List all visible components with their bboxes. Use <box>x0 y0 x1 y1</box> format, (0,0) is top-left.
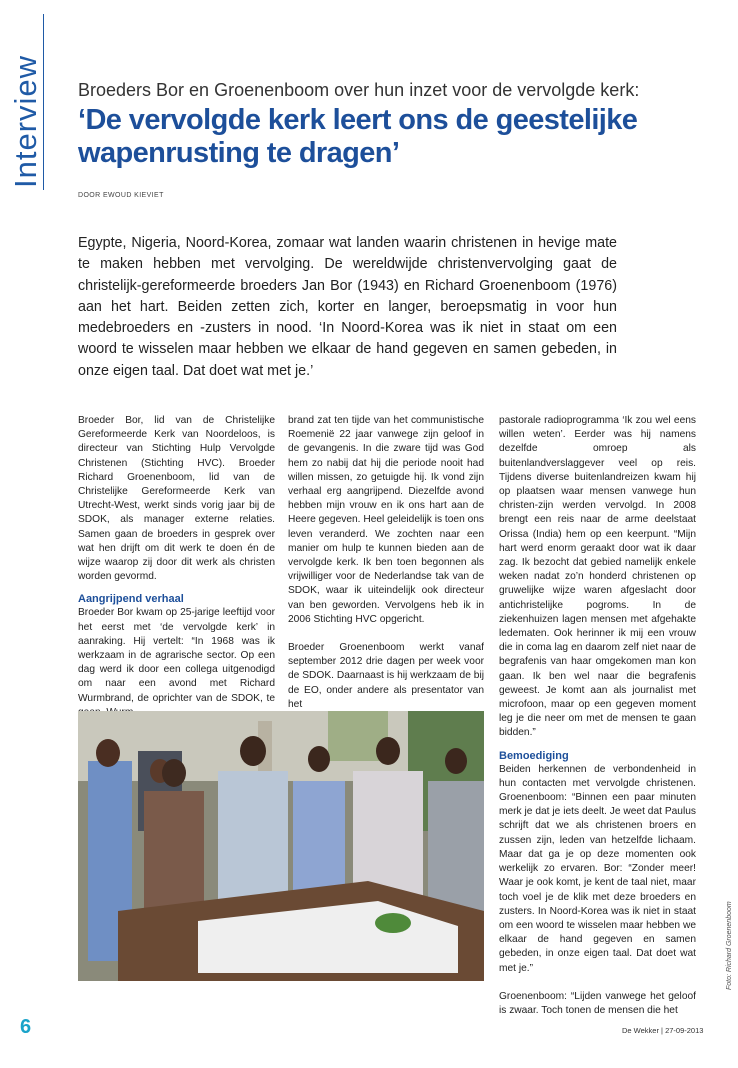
article-headline: ‘De vervolgde kerk leert ons de geestelijke wapenrusting te dragen’ <box>78 104 638 169</box>
page-number: 6 <box>20 1016 32 1038</box>
subheading-bemoediging: Bemoediging <box>499 749 569 762</box>
body-paragraph: Groenenboom: “Lijden vanwege het geloof is zwaar. Toch tonen de mensen die het <box>499 990 696 1016</box>
body-paragraph: pastorale radioprogramma ‘Ik zou wel eens willen weten’. Eerder was hij namens dezelfde omroep als buitenlandverslaggever veel op reis. Tijdens diverse buitenlandreizen kwam hij op plaatsen waar mensen vanwege hun christen-zijn werden vervolgd. In 2008 brengt een reis naar de arme deelstaat Orissa (India) hem op een keerpunt. “Mijn hart werd enorm geraakt door wat ik daar zag. Ik bezocht dat gebied namelijk enkele weken nadat zo’n honderd christenen op gruwelijke wijze waren afgeslacht door antichristelijke pogroms. In de ziekenhuizen lagen mensen met afgehakte ledematen. Ook herinner ik mij een vrouw die in coma lag en daarom zelf niet naar de begrafenis van haar omgekomen man kon gaan. Ik ben wel naar die begrafenis geweest. Je komt aan als journalist met microfoon, maar op een gegeven moment leg je die neer om met de mensen te gaan bidden.” <box>499 415 696 739</box>
subheading-aangrijpend-verhaal: Aangrijpend verhaal <box>78 593 184 606</box>
byline: DOOR EWOUD KIEVIET <box>78 192 164 199</box>
body-column-3 <box>499 414 696 1018</box>
intro-paragraph: Egypte, Nigeria, Noord-Korea, zomaar wat landen waarin christenen in hevige mate te maken hebben met vervolging. De wereldwijde christenvervolging gaat de christelijk-gereformeerde broeders Jan Bor (1943) en Richard Groenenboom (1976) aan het hart. Beiden zetten zich, korter en langer, beroepsmatig in voor hun medebroeders en -zusters in nood. ‘In Noord-Korea was ik niet in staat om een woord te wisselen maar hebben we elkaar de hand gegeven en samen gebeden, in onze eigen taal. Dat doet wat met je.’ <box>78 235 617 379</box>
body-paragraph: Broeder Bor, lid van de Christelijke Gereformeerde Kerk van Noordeloos, is directeur van Stichting Hulp Vervolgde Christenen (Stichting HVC). Broeder Richard Groenenboom, lid van de Christelijke Gereformeerde Kerk van Utrecht-West, werkt sinds vorig jaar bij de SDOK, als manager externe relaties. Samen gaan de broeders in gesprek over wat hen drijft om dit werk te doen én de wijze waarop zij door dit werk als christen worden gevormd. <box>78 415 275 583</box>
body-paragraph: brand zat ten tijde van het communistische Roemenië 22 jaar vanwege zijn geloof in de gevangenis. In die zware tijd was God hem zo nabij dat hij die periode nooit had willen missen, zo getuigde hij. Ik vond zijn verhaal erg aangrijpend. Diezelfde avond hebben mijn vrouw en ik ons hart aan de Heere gegeven. Heel geleidelijk is toen ons leven veranderd. We zochten naar een manier om hulp te kunnen bieden aan de vervolgde kerk. Ik ben toen begonnen als vrijwilliger voor de Nederlandse tak van de SDOK, waar ik uiteindelijk ook directeur van ben geworden. Vervolgens heb ik in 2006 Stichting HVC opgericht. <box>288 415 484 625</box>
photo-credit: Foto: Richard Groenenboom <box>726 901 733 990</box>
body-paragraph: Broeder Bor kwam op 25-jarige leeftijd voor het eerst met ‘de vervolgde kerk’ in aanraking. Hij vertelt: “In 1968 was ik werkzaam in de agrarische sector. Op een dag werd ik door een collega uitgenodigd om naar een avond met Richard Wurmbrand, de oprichter van de SDOK, te <box>78 607 275 704</box>
funeral-photo <box>78 711 484 981</box>
body-paragraph: Broeder Groenenboom werkt vanaf september 2012 drie dagen per week voor de SDOK. Daarnaast is hij werkzaam de bij de EO, onder andere als presentator van het <box>288 642 484 710</box>
article-kicker: Broeders Bor en Groenenboom over hun inzet voor de vervolgde kerk: <box>78 80 640 100</box>
body-column-2 <box>288 414 484 712</box>
footer-publication: De Wekker | 27-09-2013 <box>622 1026 704 1035</box>
section-label: Interview <box>8 54 43 188</box>
body-column-1 <box>78 414 275 720</box>
body-paragraph: Beiden herkennen de verbondenheid in hun contacten met vervolgde christenen. Groenenboom: “Binnen een paar minuten merk je dat je iets deelt. Je weet dat Paulus schrijft dat we als christenen broers en zussen zijn, leden van hetzelfde lichaam. Maar dat ga je op deze momenten ook werkelijk zo ervaren. Bor: “Zonder meer! Waar je ook komt, je kent de taal niet, maar toch voel je de klik met deze broeders en zusters. In Noord-Korea was ik niet in staat om een woord te wisselen maar hebben we elkaar de hand gegeven en samen gebeden, in onze eigen taal. Dat doet wat met je.” <box>499 763 696 974</box>
